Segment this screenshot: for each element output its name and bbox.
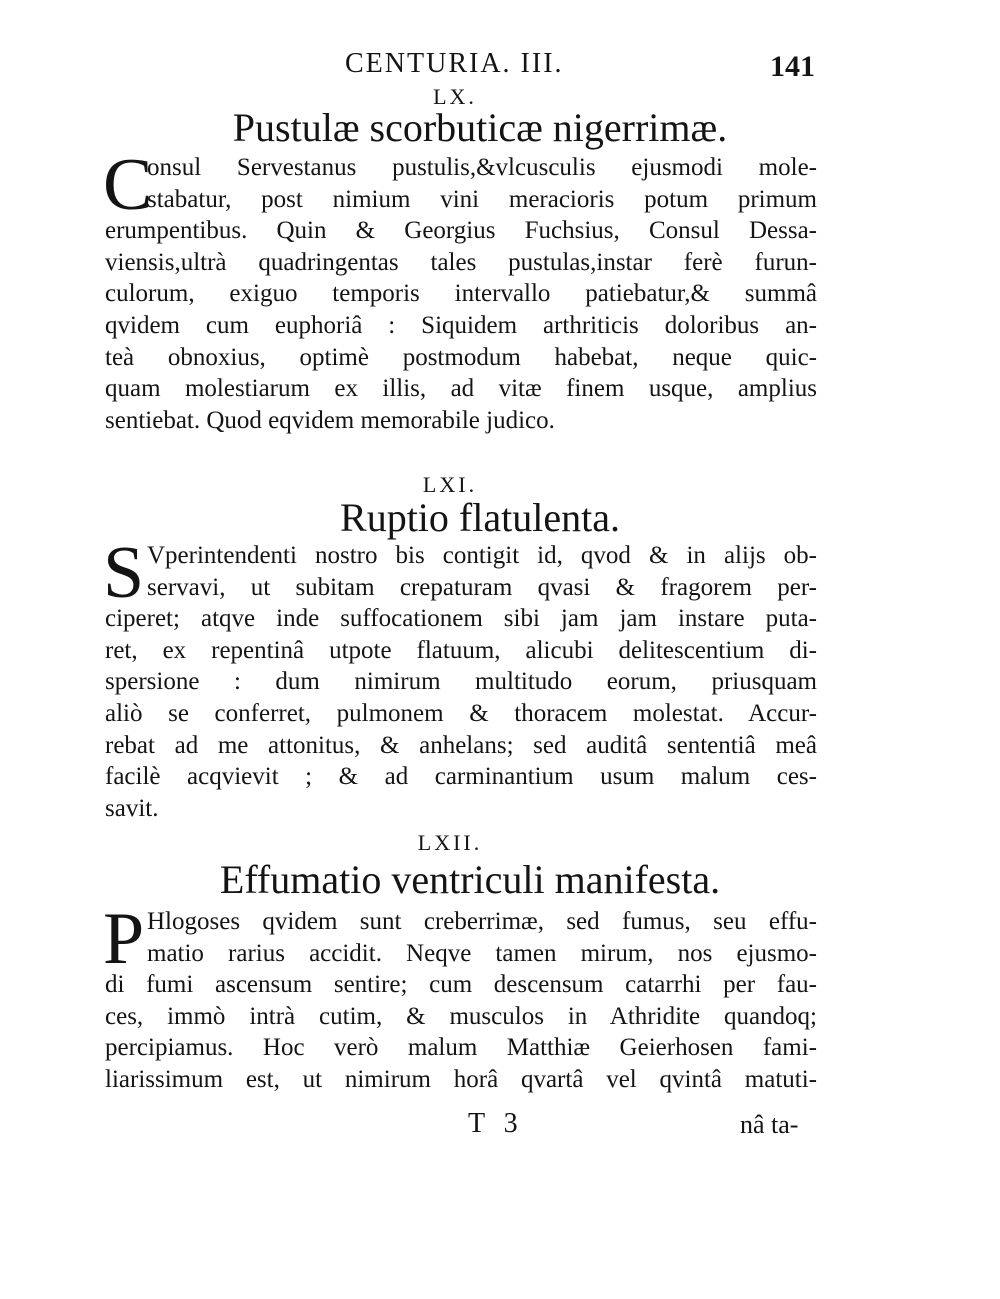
text-line: onsul Servestanus pustulis,&vlcusculis ejusmodi mole- [147, 154, 817, 181]
text-line: servavi, ut subitam crepaturam qvasi & fragorem per- [147, 573, 817, 601]
text-line: rebat ad me attonitus, & anhelans; sed auditâ sententiâ meâ [105, 731, 817, 759]
text-line: percipiamus. Hoc verò malum Matthiæ Geierhosen fami- [105, 1034, 817, 1062]
text-line: qvidem cum euphoriâ : Siquidem arthriticis doloribus an- [105, 311, 817, 339]
text-line: sentiebat. Quod eqvidem memorabile judico. [105, 406, 555, 434]
text-line: culorum, exiguo temporis intervallo patiebatur,& summâ [105, 280, 817, 308]
drop-capital: P [103, 898, 145, 980]
section-number: LXII. [417, 830, 483, 855]
text-line: liarissimum est, ut nimirum horâ qvartâ vel qvintâ matuti- [105, 1065, 817, 1093]
section-number: LX. [433, 84, 477, 109]
text-line: ret, ex repentinâ utpote flatuum, alicubi delitescentium di- [105, 636, 817, 664]
section-paragraph [103, 532, 817, 824]
text-line: ces, immò intrà cutim, & musculos in Athridite quandoq; [105, 1002, 817, 1030]
drop-capital: S [103, 532, 145, 614]
catchword: nâ ta- [740, 1110, 799, 1139]
section-paragraph [103, 144, 817, 436]
section-title: Effumatio ventriculi manifesta. [219, 857, 721, 902]
text-line: di fumi ascensum sentire; cum descensum catarrhi per fau- [105, 971, 817, 999]
page-number: 141 [770, 50, 815, 83]
text-line: Hlogoses qvidem sunt creberrimæ, sed fumus, seu effu- [147, 908, 817, 935]
text-line: aliò se conferret, pulmonem & thoracem molestat. Accur- [105, 699, 817, 727]
section-number: LXI. [422, 472, 478, 497]
text-line: Vperintendenti nostro bis contigit id, qvod & in alijs ob- [147, 542, 817, 569]
text-line: spersione : dum nimirum multitudo eorum, priusquam [105, 668, 817, 696]
text-line: matio rarius accidit. Neqve tamen mirum, nos ejusmo- [147, 939, 817, 967]
signature-mark: T 3 [468, 1108, 524, 1139]
text-line: teà obnoxius, optimè postmodum habebat, neque quic- [105, 343, 817, 371]
text-line: ciperet; atqve inde suffocationem sibi jam jam instare puta- [105, 605, 817, 633]
drop-capital: C [103, 144, 153, 226]
text-line: stabatur, post nimium vini meracioris potum primum [147, 185, 817, 213]
text-line: erumpentibus. Quin & Georgius Fuchsius, Consul Dessa- [105, 217, 817, 245]
text-line: facilè acqvievit ; & ad carminantium usum malum ces- [105, 763, 817, 791]
text-line: savit. [105, 794, 159, 822]
section-title: Ruptio flatulenta. [340, 495, 620, 540]
running-head: CENTURIA. III. [345, 48, 564, 79]
text-line: quam molestiarum ex illis, ad vitæ finem usque, amplius [105, 375, 817, 403]
section-title: Pustulæ scorbuticæ nigerrimæ. [232, 105, 728, 150]
text-line: viensis,ultrà quadringentas tales pustulas,instar ferè furun- [105, 248, 817, 276]
section-paragraph [103, 898, 817, 1096]
